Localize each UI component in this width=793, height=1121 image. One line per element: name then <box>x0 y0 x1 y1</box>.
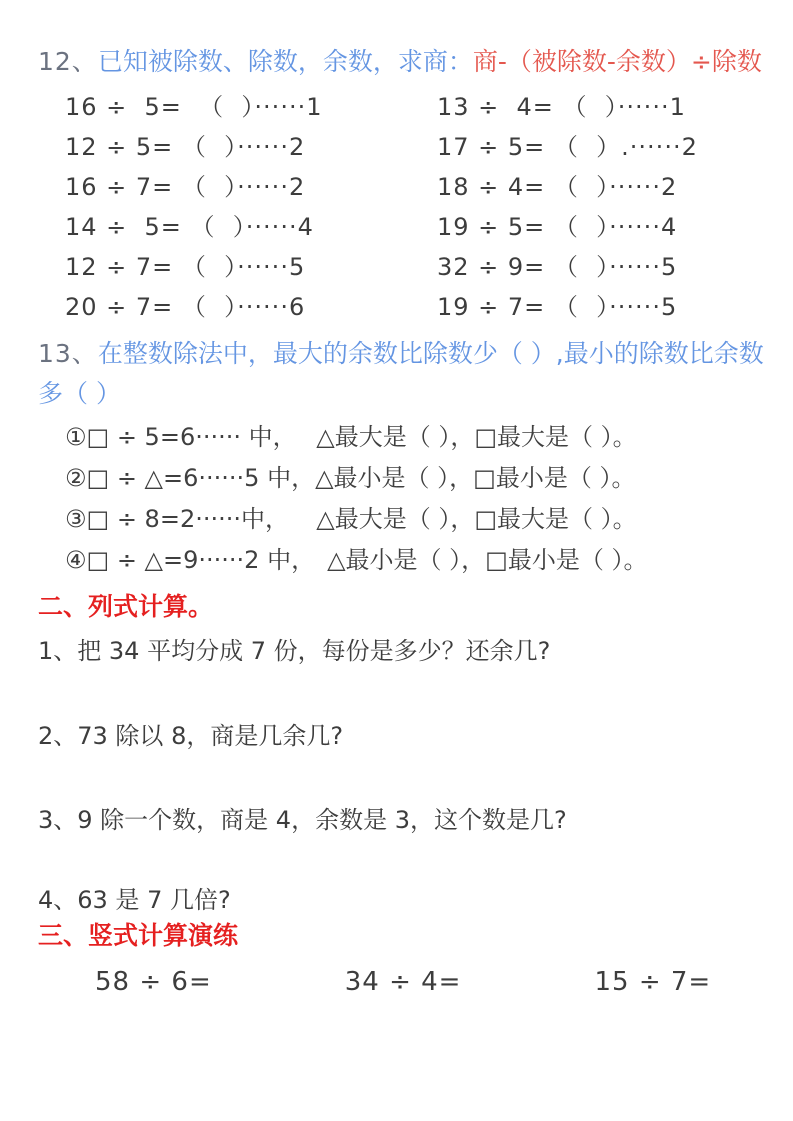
division-problem: 12 ÷ 5= （ ）······2 <box>65 133 306 161</box>
section-3-heading: 三、竖式计算演练 <box>38 921 239 950</box>
division-problems-left-column <box>38 87 410 327</box>
question-13-line-1 <box>38 334 769 374</box>
question-13-line-2 <box>38 374 769 414</box>
sub-item-4: ④□ ÷ △=9······2 中， △最小是（ ），□最小是（ ）。 <box>65 546 648 574</box>
division-problem: 14 ÷ 5= （ ）······4 <box>65 213 314 241</box>
question-13-text-line-1: 在整数除法中，最大的余数比除数少（ ）,最小的除数比余数 <box>97 339 764 368</box>
question-13-sub-items <box>38 417 769 581</box>
sub-item-1: ①□ ÷ 5=6······ 中， △最大是（ ），□最大是（ ）。 <box>65 423 637 451</box>
division-problem: 19 ÷ 7= （ ）······5 <box>437 293 678 321</box>
vertical-calculation-row <box>38 966 769 998</box>
division-problem: 13 ÷ 4= （ ）······1 <box>437 93 686 121</box>
division-problem: 20 ÷ 7= （ ）······6 <box>65 293 306 321</box>
division-problems-right-column <box>410 87 769 327</box>
question-13-text-line-2: 多（ ） <box>38 379 121 408</box>
word-question-3: 3、9 除一个数，商是 4，余数是 3，这个数是几? <box>38 806 567 834</box>
division-problem: 17 ÷ 5= （ ）.······2 <box>437 133 698 161</box>
word-question-4: 4、63 是 7 几倍? <box>38 886 231 914</box>
division-problem: 16 ÷ 5= （ ）······1 <box>65 93 323 121</box>
division-problems-grid <box>38 87 769 327</box>
question-12-number: 12、 <box>38 47 98 76</box>
question-12-heading <box>38 45 769 78</box>
vertical-problem-2: 34 ÷ 4= <box>344 967 462 997</box>
division-problem: 18 ÷ 4= （ ）······2 <box>437 173 678 201</box>
sub-item-3: ③□ ÷ 8=2······中， △最大是（ ），□最大是（ ）。 <box>65 505 637 533</box>
word-question-1: 1、把 34 平均分成 7 份，每份是多少？还余几? <box>38 637 551 665</box>
vertical-problem-3: 15 ÷ 7= <box>594 967 712 997</box>
vertical-problem-1: 58 ÷ 6= <box>95 967 212 997</box>
question-13-heading <box>38 334 769 414</box>
question-12-prompt: 已知被除数、除数，余数，求商： <box>97 47 473 76</box>
sub-item-2: ②□ ÷ △=6······5 中，△最小是（ ），□最小是（ ）。 <box>65 464 636 492</box>
division-problem: 19 ÷ 5= （ ）······4 <box>437 213 678 241</box>
division-problem: 12 ÷ 7= （ ）······5 <box>65 253 306 281</box>
section-2-heading: 二、列式计算。 <box>38 592 214 621</box>
division-problem: 16 ÷ 7= （ ）······2 <box>65 173 306 201</box>
division-problem: 32 ÷ 9= （ ）······5 <box>437 253 678 281</box>
question-12-formula: 商-（被除数-余数）÷除数 <box>472 47 762 76</box>
question-13-number: 13、 <box>38 339 98 368</box>
word-question-2: 2、73 除以 8，商是几余几? <box>38 722 344 750</box>
